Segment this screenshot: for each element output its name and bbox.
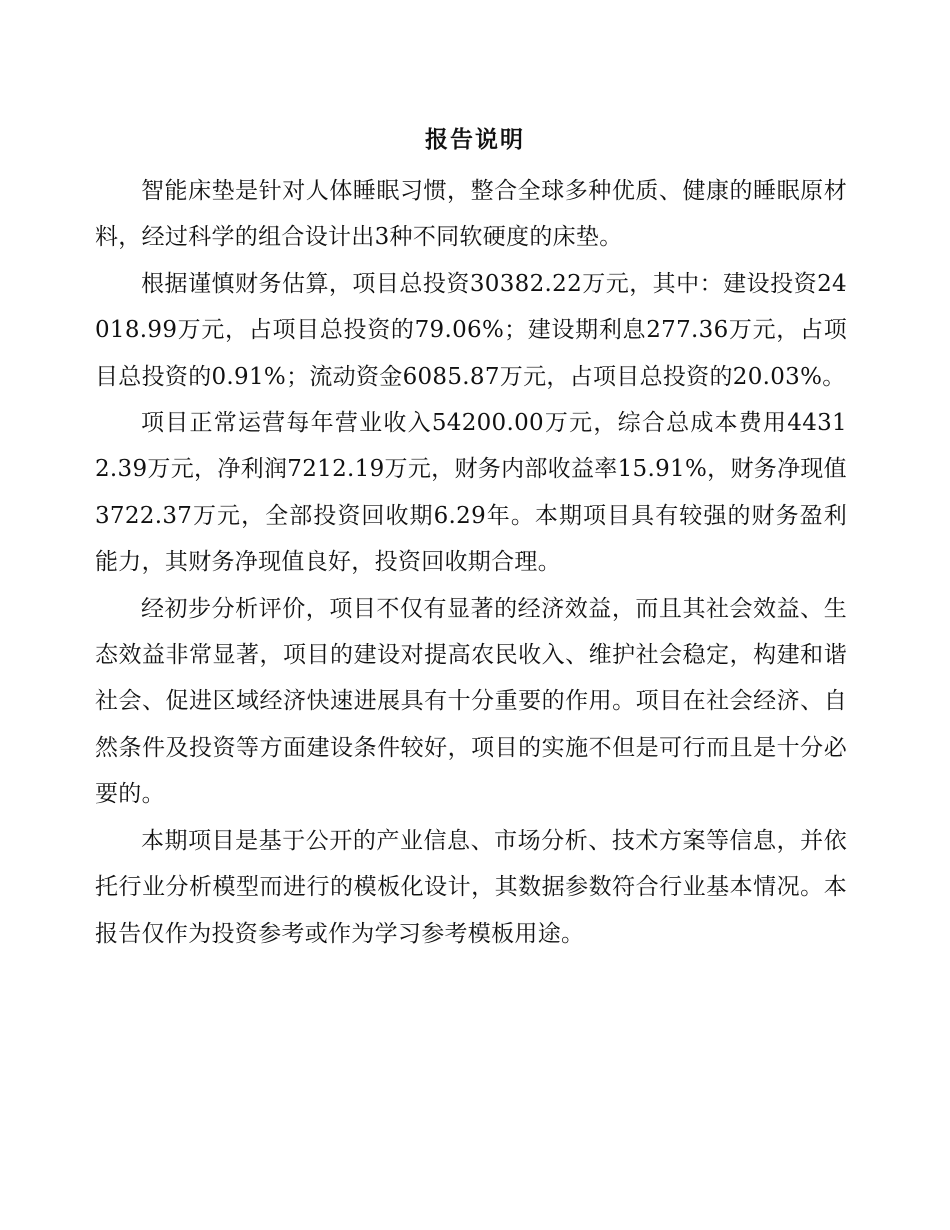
paragraph-investment: 根据谨慎财务估算，项目总投资30382.22万元，其中：建设投资24018.99万元，占项目总投资的79.06%；建设期利息277.36万元，占项目总投资的0.91%；流动资金6085.87万元，占项目总投资的20.03%。 xyxy=(95,270,847,390)
paragraph-revenue: 项目正常运营每年营业收入54200.00万元，综合总成本费用44312.39万元，净利润7212.19万元，财务内部收益率15.91%，财务净现值3722.37万元，全部投资回收期6.29年。本期项目具有较强的财务盈利能力，其财务净现值良好，投资回收期合理。 xyxy=(95,410,847,576)
paragraph-disclaimer: 本期项目是基于公开的产业信息、市场分析、技术方案等信息，并依托行业分析模型而进行的模板化设计，其数据参数符合行业基本情况。本报告仅作为投资参考或作为学习参考模板用途。 xyxy=(95,827,847,947)
document-body xyxy=(95,168,847,957)
page-title: 报告说明 xyxy=(425,126,525,153)
paragraph-product-intro: 智能床垫是针对人体睡眠习惯，整合全球多种优质、健康的睡眠原材料，经过科学的组合设计出3种不同软硬度的床垫。 xyxy=(95,178,847,251)
paragraph-evaluation: 经初步分析评价，项目不仅有显著的经济效益，而且其社会效益、生态效益非常显著，项目的建设对提高农民收入、维护社会稳定，构建和谐社会、促进区域经济快速进展具有十分重要的作用。项目在社会经济、自然条件及投资等方面建设条件较好，项目的实施不但是可行而且是十分必要的。 xyxy=(95,595,847,808)
